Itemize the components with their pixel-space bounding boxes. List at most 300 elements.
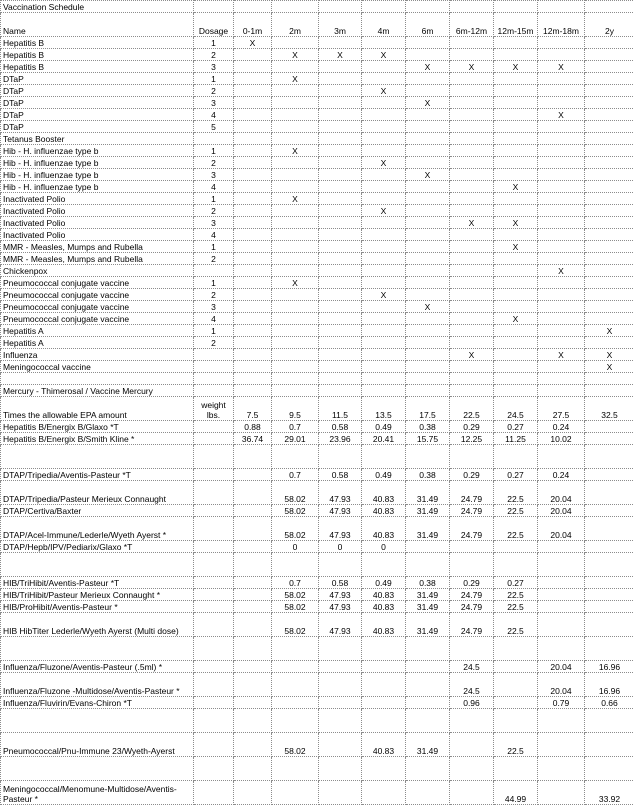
cell[interactable]	[450, 301, 494, 313]
cell[interactable]	[234, 601, 272, 613]
cell[interactable]	[450, 145, 494, 157]
cell[interactable]	[234, 661, 272, 673]
cell[interactable]	[234, 481, 272, 505]
cell[interactable]	[585, 541, 634, 553]
cell[interactable]: 31.49	[406, 481, 450, 505]
cell-name[interactable]: DTAP/Acel-Immune/Lederle/Wyeth Ayerst *	[1, 517, 194, 541]
cell[interactable]: 47.93	[319, 601, 362, 613]
cell[interactable]: 0.49	[362, 577, 406, 589]
cell[interactable]: 3	[194, 301, 234, 313]
cell[interactable]	[234, 577, 272, 589]
cell[interactable]	[319, 169, 362, 181]
cell[interactable]: 10.02	[538, 433, 585, 445]
cell[interactable]	[450, 541, 494, 553]
cell[interactable]	[272, 1, 319, 13]
cell[interactable]	[585, 373, 634, 385]
cell[interactable]: 0.58	[319, 577, 362, 589]
cell[interactable]	[194, 433, 234, 445]
cell[interactable]	[406, 373, 450, 385]
cell[interactable]: 1	[194, 145, 234, 157]
cell[interactable]	[319, 37, 362, 49]
cell[interactable]: X	[585, 349, 634, 361]
cell[interactable]	[450, 553, 494, 577]
cell[interactable]	[406, 73, 450, 85]
cell[interactable]	[234, 553, 272, 577]
cell[interactable]	[234, 337, 272, 349]
cell[interactable]	[494, 277, 538, 289]
cell[interactable]: 58.02	[272, 601, 319, 613]
cell[interactable]	[272, 289, 319, 301]
cell[interactable]	[450, 97, 494, 109]
cell[interactable]: 31.49	[406, 601, 450, 613]
cell[interactable]	[194, 361, 234, 373]
cell[interactable]	[194, 1, 234, 13]
cell[interactable]: 3	[194, 61, 234, 73]
cell[interactable]: 11.25	[494, 433, 538, 445]
cell[interactable]	[406, 229, 450, 241]
cell-name[interactable]: Inactivated Polio	[1, 205, 194, 217]
cell-name[interactable]: Inactivated Polio	[1, 217, 194, 229]
cell[interactable]	[319, 373, 362, 385]
cell-name[interactable]: Hepatitis B/Energix B/Smith Kline *	[1, 433, 194, 445]
cell[interactable]: X	[272, 193, 319, 205]
cell[interactable]	[585, 181, 634, 193]
cell[interactable]	[272, 301, 319, 313]
cell[interactable]: X	[234, 37, 272, 49]
cell[interactable]	[450, 193, 494, 205]
cell[interactable]	[234, 265, 272, 277]
cell[interactable]	[362, 37, 406, 49]
cell-name[interactable]: Pneumococcal conjugate vaccine	[1, 313, 194, 325]
cell[interactable]	[585, 469, 634, 481]
cell[interactable]	[194, 133, 234, 145]
cell[interactable]	[538, 757, 585, 781]
cell[interactable]: X	[406, 301, 450, 313]
cell[interactable]	[538, 325, 585, 337]
cell[interactable]	[234, 349, 272, 361]
cell[interactable]	[538, 253, 585, 265]
cell[interactable]	[362, 109, 406, 121]
column-header[interactable]: Name	[1, 13, 194, 37]
cell[interactable]	[272, 265, 319, 277]
cell[interactable]	[319, 733, 362, 757]
cell[interactable]	[194, 733, 234, 757]
cell[interactable]	[406, 781, 450, 805]
cell[interactable]	[272, 637, 319, 661]
cell[interactable]	[538, 733, 585, 757]
cell[interactable]	[234, 313, 272, 325]
cell[interactable]	[234, 541, 272, 553]
cell-name[interactable]: DTaP	[1, 109, 194, 121]
cell[interactable]	[585, 241, 634, 253]
cell[interactable]	[234, 697, 272, 709]
cell[interactable]: X	[450, 349, 494, 361]
cell[interactable]	[272, 97, 319, 109]
cell[interactable]: 1	[194, 241, 234, 253]
cell[interactable]	[234, 205, 272, 217]
cell[interactable]	[406, 1, 450, 13]
cell[interactable]	[494, 445, 538, 469]
cell[interactable]: weight lbs.	[194, 397, 234, 421]
cell-name[interactable]	[1, 757, 194, 781]
cell[interactable]	[406, 85, 450, 97]
cell[interactable]: 3	[194, 169, 234, 181]
cell[interactable]: 0.49	[362, 469, 406, 481]
cell[interactable]: 0.96	[450, 697, 494, 709]
cell[interactable]	[450, 385, 494, 397]
cell[interactable]: X	[538, 349, 585, 361]
cell[interactable]	[362, 97, 406, 109]
cell[interactable]	[538, 145, 585, 157]
cell[interactable]	[194, 553, 234, 577]
cell[interactable]	[585, 205, 634, 217]
cell[interactable]: 1	[194, 325, 234, 337]
cell[interactable]: X	[538, 265, 585, 277]
cell[interactable]: 9.5	[272, 397, 319, 421]
cell[interactable]	[319, 229, 362, 241]
cell[interactable]: 22.5	[450, 397, 494, 421]
cell[interactable]	[494, 325, 538, 337]
cell[interactable]	[319, 145, 362, 157]
cell[interactable]	[319, 217, 362, 229]
cell[interactable]	[494, 541, 538, 553]
cell[interactable]: 22.5	[494, 589, 538, 601]
cell-name[interactable]: Influenza/Fluvirin/Evans-Chiron *T	[1, 697, 194, 709]
cell[interactable]: 32.5	[585, 397, 634, 421]
cell[interactable]	[494, 361, 538, 373]
cell[interactable]	[494, 673, 538, 697]
column-header[interactable]: 0-1m	[234, 13, 272, 37]
cell[interactable]	[362, 757, 406, 781]
cell[interactable]: 40.83	[362, 505, 406, 517]
cell[interactable]	[585, 145, 634, 157]
cell-name[interactable]: DTaP	[1, 97, 194, 109]
cell[interactable]	[234, 757, 272, 781]
cell[interactable]: 22.5	[494, 505, 538, 517]
cell[interactable]: X	[272, 49, 319, 61]
cell[interactable]	[272, 217, 319, 229]
cell[interactable]	[362, 73, 406, 85]
cell[interactable]	[450, 49, 494, 61]
cell[interactable]	[319, 349, 362, 361]
cell[interactable]	[234, 133, 272, 145]
cell[interactable]	[538, 133, 585, 145]
cell[interactable]: 22.5	[494, 601, 538, 613]
cell[interactable]	[362, 133, 406, 145]
cell[interactable]	[194, 697, 234, 709]
cell[interactable]	[494, 553, 538, 577]
cell[interactable]	[585, 193, 634, 205]
cell[interactable]	[538, 1, 585, 13]
cell[interactable]	[538, 121, 585, 133]
cell[interactable]: 7.5	[234, 397, 272, 421]
cell[interactable]	[362, 277, 406, 289]
cell[interactable]	[362, 1, 406, 13]
cell[interactable]	[494, 373, 538, 385]
cell-name[interactable]: Hepatitis B/Energix B/Glaxo *T	[1, 421, 194, 433]
column-header[interactable]: 6m	[406, 13, 450, 37]
cell[interactable]: X	[450, 217, 494, 229]
cell[interactable]	[585, 265, 634, 277]
cell[interactable]	[362, 217, 406, 229]
cell[interactable]	[450, 781, 494, 805]
cell[interactable]	[319, 781, 362, 805]
cell[interactable]	[538, 217, 585, 229]
cell[interactable]	[538, 97, 585, 109]
cell-name[interactable]: HIB/TriHibit/Pasteur Merieux Connaught *	[1, 589, 194, 601]
cell[interactable]	[585, 517, 634, 541]
cell[interactable]	[406, 673, 450, 697]
cell[interactable]	[494, 289, 538, 301]
cell[interactable]: 0.79	[538, 697, 585, 709]
cell[interactable]: 40.83	[362, 613, 406, 637]
cell[interactable]	[234, 241, 272, 253]
cell[interactable]: 0.24	[538, 469, 585, 481]
cell-name[interactable]: Pneumococcal conjugate vaccine	[1, 277, 194, 289]
cell[interactable]	[494, 1, 538, 13]
cell[interactable]	[272, 673, 319, 697]
cell[interactable]	[234, 97, 272, 109]
cell[interactable]: 0.29	[450, 469, 494, 481]
cell[interactable]	[585, 253, 634, 265]
cell-name[interactable]: Hepatitis B	[1, 61, 194, 73]
cell[interactable]	[234, 1, 272, 13]
cell[interactable]	[585, 337, 634, 349]
cell[interactable]	[272, 61, 319, 73]
cell-name[interactable]: Chickenpox	[1, 265, 194, 277]
cell[interactable]	[319, 553, 362, 577]
cell[interactable]	[538, 541, 585, 553]
cell[interactable]	[406, 277, 450, 289]
cell[interactable]	[538, 313, 585, 325]
cell[interactable]: X	[362, 49, 406, 61]
cell[interactable]	[585, 217, 634, 229]
cell[interactable]	[234, 145, 272, 157]
cell-name[interactable]: MMR - Measles, Mumps and Rubella	[1, 253, 194, 265]
cell[interactable]: 31.49	[406, 613, 450, 637]
cell[interactable]	[538, 601, 585, 613]
cell[interactable]	[585, 589, 634, 601]
cell[interactable]	[272, 757, 319, 781]
cell[interactable]	[538, 49, 585, 61]
cell[interactable]	[494, 193, 538, 205]
cell[interactable]	[234, 733, 272, 757]
cell[interactable]	[585, 433, 634, 445]
cell[interactable]: 40.83	[362, 481, 406, 505]
cell[interactable]: 0	[362, 541, 406, 553]
cell-name[interactable]	[1, 445, 194, 469]
cell[interactable]	[450, 325, 494, 337]
cell[interactable]: 27.5	[538, 397, 585, 421]
cell[interactable]: 0.7	[272, 469, 319, 481]
cell[interactable]: 0.7	[272, 421, 319, 433]
cell[interactable]	[585, 109, 634, 121]
cell[interactable]: 29.01	[272, 433, 319, 445]
cell[interactable]	[585, 553, 634, 577]
cell[interactable]	[538, 709, 585, 733]
cell[interactable]	[362, 61, 406, 73]
cell[interactable]	[585, 385, 634, 397]
cell[interactable]	[362, 337, 406, 349]
column-header[interactable]: 4m	[362, 13, 406, 37]
cell[interactable]	[194, 265, 234, 277]
cell[interactable]	[538, 181, 585, 193]
cell-name[interactable]: Hepatitis A	[1, 325, 194, 337]
cell[interactable]	[362, 445, 406, 469]
cell[interactable]	[494, 709, 538, 733]
cell[interactable]	[494, 85, 538, 97]
cell[interactable]	[272, 373, 319, 385]
cell-name[interactable]: Hepatitis A	[1, 337, 194, 349]
cell[interactable]	[450, 637, 494, 661]
cell[interactable]	[406, 265, 450, 277]
cell-name[interactable]: DTAP/Tripedia/Aventis-Pasteur *T	[1, 469, 194, 481]
cell-name[interactable]: Hib - H. influenzae type b	[1, 145, 194, 157]
cell[interactable]	[362, 193, 406, 205]
cell[interactable]	[538, 637, 585, 661]
cell[interactable]	[494, 661, 538, 673]
cell[interactable]	[494, 37, 538, 49]
cell[interactable]	[319, 121, 362, 133]
cell[interactable]: 0.24	[538, 421, 585, 433]
cell[interactable]	[319, 193, 362, 205]
cell[interactable]: 0.38	[406, 421, 450, 433]
cell[interactable]	[538, 157, 585, 169]
cell[interactable]	[585, 505, 634, 517]
cell[interactable]	[234, 673, 272, 697]
cell-name[interactable]: DTAP/Tripedia/Pasteur Merieux Connaught	[1, 481, 194, 505]
cell[interactable]	[362, 181, 406, 193]
cell[interactable]	[234, 73, 272, 85]
cell[interactable]: 58.02	[272, 733, 319, 757]
cell[interactable]	[272, 445, 319, 469]
cell[interactable]	[234, 709, 272, 733]
cell[interactable]	[406, 133, 450, 145]
cell[interactable]	[494, 697, 538, 709]
cell[interactable]: 15.75	[406, 433, 450, 445]
cell[interactable]	[538, 577, 585, 589]
cell[interactable]: 2	[194, 337, 234, 349]
cell[interactable]: X	[406, 169, 450, 181]
cell[interactable]	[234, 589, 272, 601]
cell[interactable]: 47.93	[319, 481, 362, 505]
cell[interactable]	[272, 169, 319, 181]
cell[interactable]	[585, 49, 634, 61]
cell[interactable]	[494, 385, 538, 397]
cell[interactable]	[319, 325, 362, 337]
cell-name[interactable]: Influenza/Fluzone -Multidose/Aventis-Pasteur *	[1, 673, 194, 697]
cell[interactable]	[585, 133, 634, 145]
cell-name[interactable]	[1, 553, 194, 577]
cell[interactable]	[362, 373, 406, 385]
column-header[interactable]: 2m	[272, 13, 319, 37]
cell[interactable]: 1	[194, 37, 234, 49]
cell[interactable]: X	[494, 181, 538, 193]
cell[interactable]: 4	[194, 109, 234, 121]
cell[interactable]: X	[272, 145, 319, 157]
cell[interactable]	[234, 613, 272, 637]
cell[interactable]	[585, 85, 634, 97]
cell[interactable]: 58.02	[272, 505, 319, 517]
cell[interactable]	[234, 157, 272, 169]
cell[interactable]	[538, 301, 585, 313]
cell[interactable]	[450, 109, 494, 121]
cell[interactable]	[406, 181, 450, 193]
cell[interactable]	[494, 109, 538, 121]
cell[interactable]	[319, 265, 362, 277]
cell-name[interactable]: Pneumococcal conjugate vaccine	[1, 301, 194, 313]
cell[interactable]: 24.79	[450, 517, 494, 541]
cell[interactable]	[272, 133, 319, 145]
cell[interactable]	[538, 289, 585, 301]
cell[interactable]: 2	[194, 85, 234, 97]
cell[interactable]	[362, 349, 406, 361]
cell[interactable]	[494, 349, 538, 361]
cell-name[interactable]: Hepatitis B	[1, 37, 194, 49]
column-header[interactable]: Dosage	[194, 13, 234, 37]
cell[interactable]	[585, 301, 634, 313]
cell[interactable]	[450, 277, 494, 289]
cell[interactable]	[406, 757, 450, 781]
cell[interactable]: 1	[194, 73, 234, 85]
cell[interactable]	[494, 205, 538, 217]
cell[interactable]: 24.5	[450, 661, 494, 673]
cell[interactable]	[234, 325, 272, 337]
cell[interactable]	[538, 277, 585, 289]
cell[interactable]: 0.27	[494, 421, 538, 433]
cell[interactable]	[234, 229, 272, 241]
cell[interactable]	[585, 121, 634, 133]
cell-name[interactable]: Hepatitis B	[1, 49, 194, 61]
cell[interactable]: 58.02	[272, 589, 319, 601]
cell[interactable]	[362, 301, 406, 313]
cell[interactable]: 40.83	[362, 589, 406, 601]
cell[interactable]	[406, 289, 450, 301]
cell[interactable]: 31.49	[406, 505, 450, 517]
cell[interactable]	[450, 85, 494, 97]
cell[interactable]: 1	[194, 193, 234, 205]
cell[interactable]: 47.93	[319, 505, 362, 517]
cell[interactable]	[494, 253, 538, 265]
cell[interactable]	[585, 709, 634, 733]
cell[interactable]	[234, 469, 272, 481]
cell[interactable]	[362, 265, 406, 277]
cell[interactable]: X	[362, 205, 406, 217]
cell[interactable]	[538, 205, 585, 217]
cell[interactable]	[406, 109, 450, 121]
cell[interactable]	[538, 193, 585, 205]
cell[interactable]	[234, 85, 272, 97]
cell[interactable]	[194, 505, 234, 517]
cell[interactable]: X	[585, 361, 634, 373]
cell[interactable]	[585, 613, 634, 637]
cell[interactable]: 58.02	[272, 517, 319, 541]
cell-name[interactable]: Pneumococcal conjugate vaccine	[1, 289, 194, 301]
cell[interactable]	[362, 241, 406, 253]
cell[interactable]	[194, 349, 234, 361]
cell[interactable]	[585, 601, 634, 613]
cell[interactable]	[362, 325, 406, 337]
cell-name[interactable]: Influenza	[1, 349, 194, 361]
cell[interactable]: 2	[194, 253, 234, 265]
cell[interactable]: X	[494, 61, 538, 73]
cell[interactable]	[538, 361, 585, 373]
cell[interactable]: 0.27	[494, 577, 538, 589]
cell[interactable]	[234, 121, 272, 133]
cell[interactable]	[538, 37, 585, 49]
cell[interactable]: 40.83	[362, 601, 406, 613]
cell[interactable]	[494, 265, 538, 277]
